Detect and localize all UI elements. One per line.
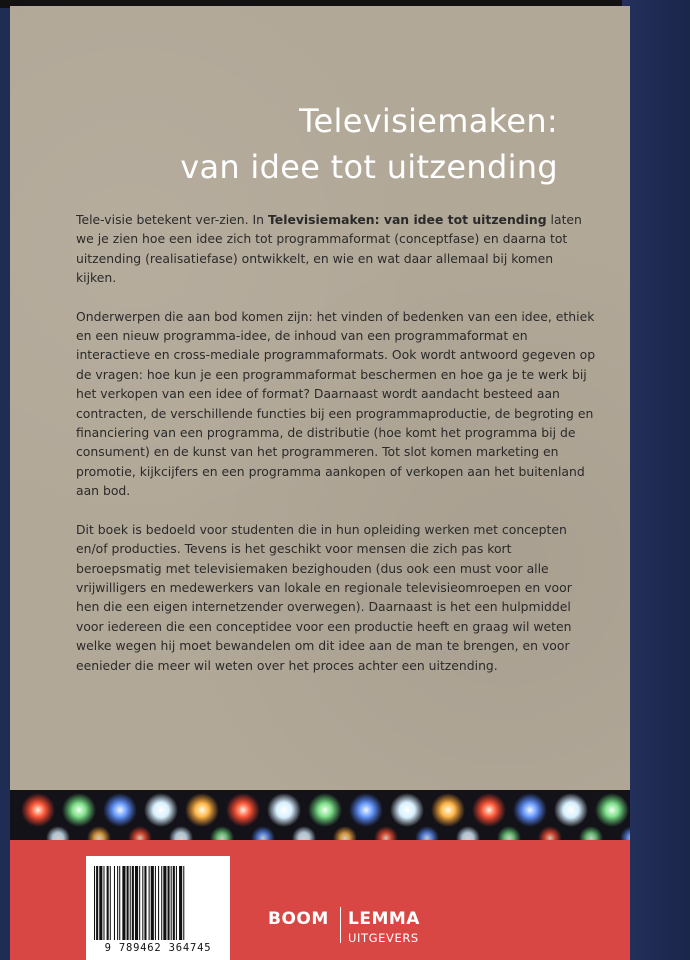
barcode-bar	[103, 866, 104, 940]
led-light	[390, 793, 424, 827]
p1-bold-title: Televisiemaken: van idee tot uitzending	[267, 212, 547, 227]
barcode-bar	[183, 866, 184, 940]
barcode-bar	[99, 866, 102, 940]
publisher-name-right: LEMMA	[348, 909, 420, 929]
led-light	[431, 793, 465, 827]
led-light	[554, 793, 588, 827]
book-title	[180, 98, 558, 190]
barcode-bar	[173, 866, 175, 940]
led-light	[185, 793, 219, 827]
barcode-bar	[144, 866, 146, 940]
title-line-2: van idee tot uitzending	[180, 148, 558, 186]
barcode-bar	[139, 866, 140, 940]
barcode-bar	[149, 866, 150, 940]
barcode-bar	[107, 866, 109, 940]
barcode-bar	[163, 866, 166, 940]
led-light	[595, 793, 629, 827]
barcode-label	[86, 856, 230, 960]
barcode-bars	[94, 866, 222, 940]
barcode-bar	[127, 866, 129, 940]
led-light	[226, 793, 260, 827]
barcode-bar	[117, 866, 118, 940]
barcode-bar	[142, 866, 143, 940]
barcode-bar	[119, 866, 120, 940]
led-light	[103, 793, 137, 827]
barcode-bar	[176, 866, 177, 940]
led-lights-image	[10, 790, 630, 842]
led-light	[349, 793, 383, 827]
publisher-name-left: BOOM	[268, 909, 329, 929]
blurb-paragraph-3: Dit boek is bedoeld voor studenten die in hun opleiding werken met concepten en/of producties. Tevens is het geschikt voor mensen die zich pas kort beroepsmatig met televisiemaken bezighouden (dus ook een must voor alle vrijwilligers en medewerkers van lokale en regionale televisieomroepen en voor hen die een eigen internetzender overwegen). Daarnaast is het een hulpmiddel voor iedereen die een conceptidee voor een productie heeft en graag wil weten welke wegen hij moet bewandelen om dit idee aan de man te brengen, en voor eenieder die meer wil weten over het proces achter een uitzending.	[76, 521, 572, 673]
isbn-number: 9 789462 364745	[104, 942, 212, 954]
blurb-paragraph-1	[76, 210, 596, 288]
barcode-bar	[114, 866, 115, 940]
led-light	[308, 793, 342, 827]
barcode-bar	[94, 866, 95, 940]
kraft-paper-area	[10, 6, 630, 806]
barcode-bar	[110, 866, 111, 940]
barcode-bar	[96, 866, 98, 940]
led-lights-strip	[10, 790, 630, 842]
p1-intro: Tele-visie betekent ver-zien. In	[76, 212, 268, 227]
book-spine-edge	[622, 0, 690, 960]
led-light	[21, 793, 55, 827]
barcode-bar	[130, 866, 131, 940]
led-light	[144, 793, 178, 827]
publisher-subline: UITGEVERS	[348, 931, 419, 945]
led-light	[472, 793, 506, 827]
barcode-bar	[151, 866, 154, 940]
book-back-cover	[10, 6, 630, 960]
barcode-bar	[122, 866, 125, 940]
barcode-bar	[135, 866, 138, 940]
title-line-1: Televisiemaken:	[299, 102, 558, 140]
barcode-bar	[179, 866, 182, 940]
blurb-text	[76, 210, 596, 694]
led-light	[513, 793, 547, 827]
barcode-bar	[171, 866, 172, 940]
led-light	[62, 793, 96, 827]
barcode-bar	[132, 866, 134, 940]
barcode-bar	[161, 866, 162, 940]
led-light	[267, 793, 301, 827]
p1-rest: laten we je zien hoe een idee zich tot programmaformat (conceptfase) en daarna tot uitzending (realisatiefase) ontwikkelt, en wie en wat daar allemaal bij komen kijken.	[76, 212, 582, 286]
barcode-bar	[155, 866, 156, 940]
blurb-paragraph-2: Onderwerpen die aan bod komen zijn: het vinden of bedenken van een idee, ethiek en een nieuw programma-idee, de inhoud van een programmaformat en interactieve en cross-mediale programmaformats. Ook wordt antwoord gegeven op de vragen: hoe kun je een programmaformat beschermen en hoe ga je te werk bij het verkopen van een idee of format? Daarnaast wordt aandacht besteed aan contracten, de verschillende functies bij een programmaproductie, de begroting en financiering van een programma, de distributie (hoe komt het programma bij de consument) en de kunst van het programmeren. Tot slot komen marketing en promotie, kijkcijfers en een programma aankopen of verkopen aan het buitenland aan bod.	[76, 308, 596, 499]
barcode-bar	[158, 866, 159, 940]
logo-divider	[340, 907, 341, 943]
barcode-bar	[168, 866, 170, 940]
